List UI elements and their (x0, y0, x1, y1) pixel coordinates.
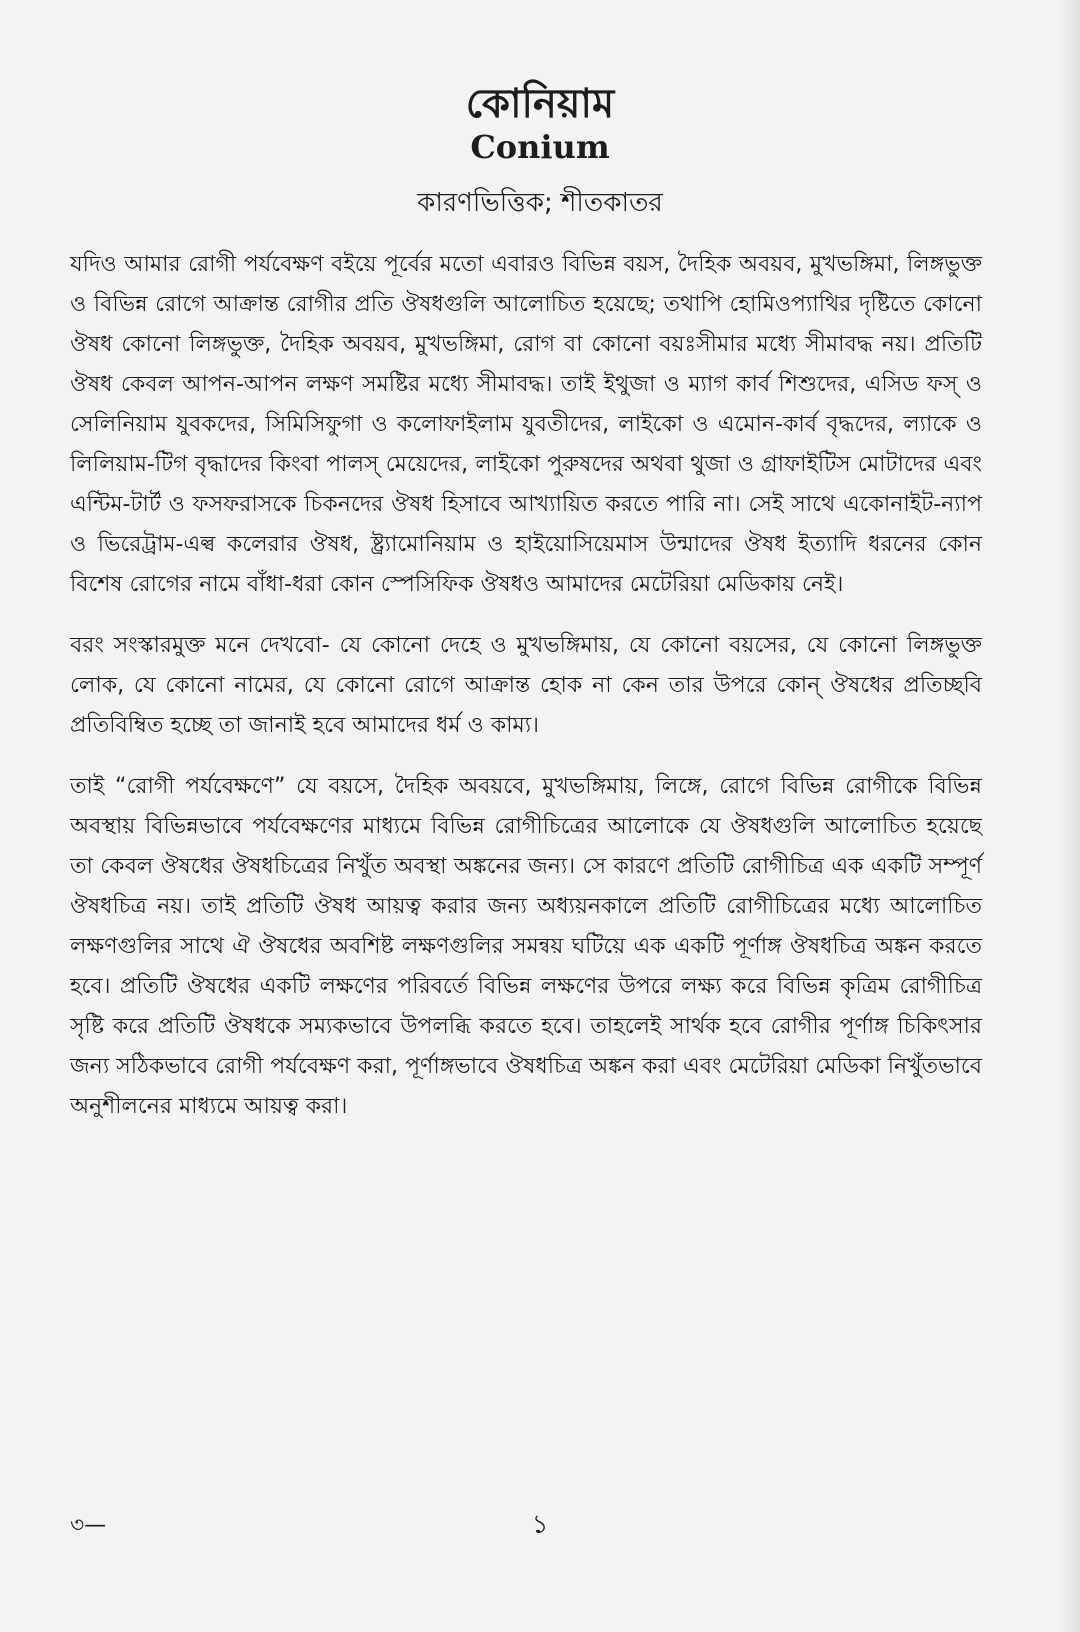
chapter-title-english: Conium (470, 128, 610, 166)
chapter-subtitle: কারণভিত্তিক; শীতকাতর (417, 188, 663, 218)
page-number: ১ (531, 1510, 549, 1540)
paragraph: তাই “রোগী পর্যবেক্ষণে” যে বয়সে, দৈহিক অবয়বে, মুখভঙ্গিমায়, লিঙ্গে, রোগে বিভিন্ন রোগীকে বিভিন্ন অবস্থায় বিভিন্নভাবে পর্যবেক্ষণের মাধ্যমে বিভিন্ন রোগীচিত্রের আলোকে যে ঔষধগুলি আলোচিত হয়েছে তা কেবল ঔষধের ঔষধচিত্রের নিখুঁত অবস্থা অঙ্কনের জন্য। সে কারণে প্রতিটি রোগীচিত্র এক একটি সম্পূর্ণ ঔষধচিত্র নয়। তাই প্রতিটি ঔষধ আয়ত্ব করার জন্য অধ্যয়নকালে প্রতিটি রোগীচিত্রের মধ্যে আলোচিত লক্ষণগুলির সাথে ঐ ঔষধের অবশিষ্ট লক্ষণগুলির সমন্বয় ঘটিয়ে এক একটি পূর্ণাঙ্গ ঔষধচিত্র অঙ্কন করতে হবে। প্রতিটি ঔষধের একটি লক্ষণের পরিবর্তে বিভিন্ন লক্ষণের উপরে লক্ষ্য করে বিভিন্ন কৃত্রিম রোগীচিত্র সৃষ্টি করে প্রতিটি ঔষধকে সম্যকভাবে উপলব্ধি করতে হবে। তাহলেই সার্থক হবে রোগীর পূর্ণাঙ্গ চিকিৎসার জন্য সঠিকভাবে রোগী পর্যবেক্ষণ করা, পূর্ণাঙ্গভাবে ঔষধচিত্র অঙ্কন করা এবং মেটেরিয়া মেডিকা নিখুঁতভাবে অনুশীলনের মাধ্যমে আয়ত্ব করা। (70, 774, 982, 1119)
paragraph: বরং সংস্কারমুক্ত মনে দেখবো- যে কোনো দেহে ও মুখভঙ্গিমায়, যে কোনো বয়সের, যে কোনো লিঙ্গভুক্ত লোক, যে কোনো নামের, যে কোনো রোগে আক্রান্ত হোক না কেন তার উপরে কোন্ ঔষধের প্রতিচ্ছবি প্রতিবিম্বিত হচ্ছে তা জানাই হবে আমাদের ধর্ম ও কাম্য। (70, 633, 982, 738)
signature-mark: ৩— (70, 1513, 107, 1538)
paragraph: যদিও আমার রোগী পর্যবেক্ষণ বইয়ে পূর্বের মতো এবারও বিভিন্ন বয়স, দৈহিক অবয়ব, মুখভঙ্গিমা, লিঙ্গভুক্ত ও বিভিন্ন রোগে আক্রান্ত রোগীর প্রতি ঔষধগুলি আলোচিত হয়েছে; তথাপি হোমিওপ্যাথির দৃষ্টিতে কোনো ঔষধ কোনো লিঙ্গভুক্ত, দৈহিক অবয়ব, মুখভঙ্গিমা, রোগ বা কোনো বয়ঃসীমার মধ্যে সীমাবদ্ধ নয়। প্রতিটি ঔষধ কেবল আপন-আপন লক্ষণ সমষ্টির মধ্যে সীমাবদ্ধ। তাই ইথুজা ও ম্যাগ কার্ব শিশুদের, এসিড ফস্ ও সেলিনিয়াম যুবকদের, সিমিসিফুগা ও কলোফাইলাম যুবতীদের, লাইকো ও এমোন-কার্ব বৃদ্ধদের, ল্যাকে ও লিলিয়াম-টিগ বৃদ্ধাদের কিংবা পালস্ মেয়েদের, লাইকো পুরুষদের অথবা থুজা ও গ্রাফাইটিস মোটাদের এবং এন্টিম-টার্ট ও ফসফরাসকে চিকনদের ঔষধ হিসাবে আখ্যায়িত করতে পারি না। সেই সাথে একোনাইট-ন্যাপ ও ভিরেট্রাম-এল্ব কলেরার ঔষধ, ষ্ট্র্যামোনিয়াম ও হাইয়োসিয়েমাস উন্মাদের ঔষধ ইত্যাদি ধরনের কোন বিশেষ রোগের নামে বাঁধা-ধরা কোন স্পেসিফিক ঔষধও আমাদের মেটেরিয়া মেডিকায় নেই। (70, 252, 982, 597)
chapter-title-bengali: কোনিয়াম (465, 81, 615, 127)
body-text (70, 245, 982, 1148)
chapter-header (0, 80, 1080, 220)
binding-shadow (1058, 0, 1080, 1632)
